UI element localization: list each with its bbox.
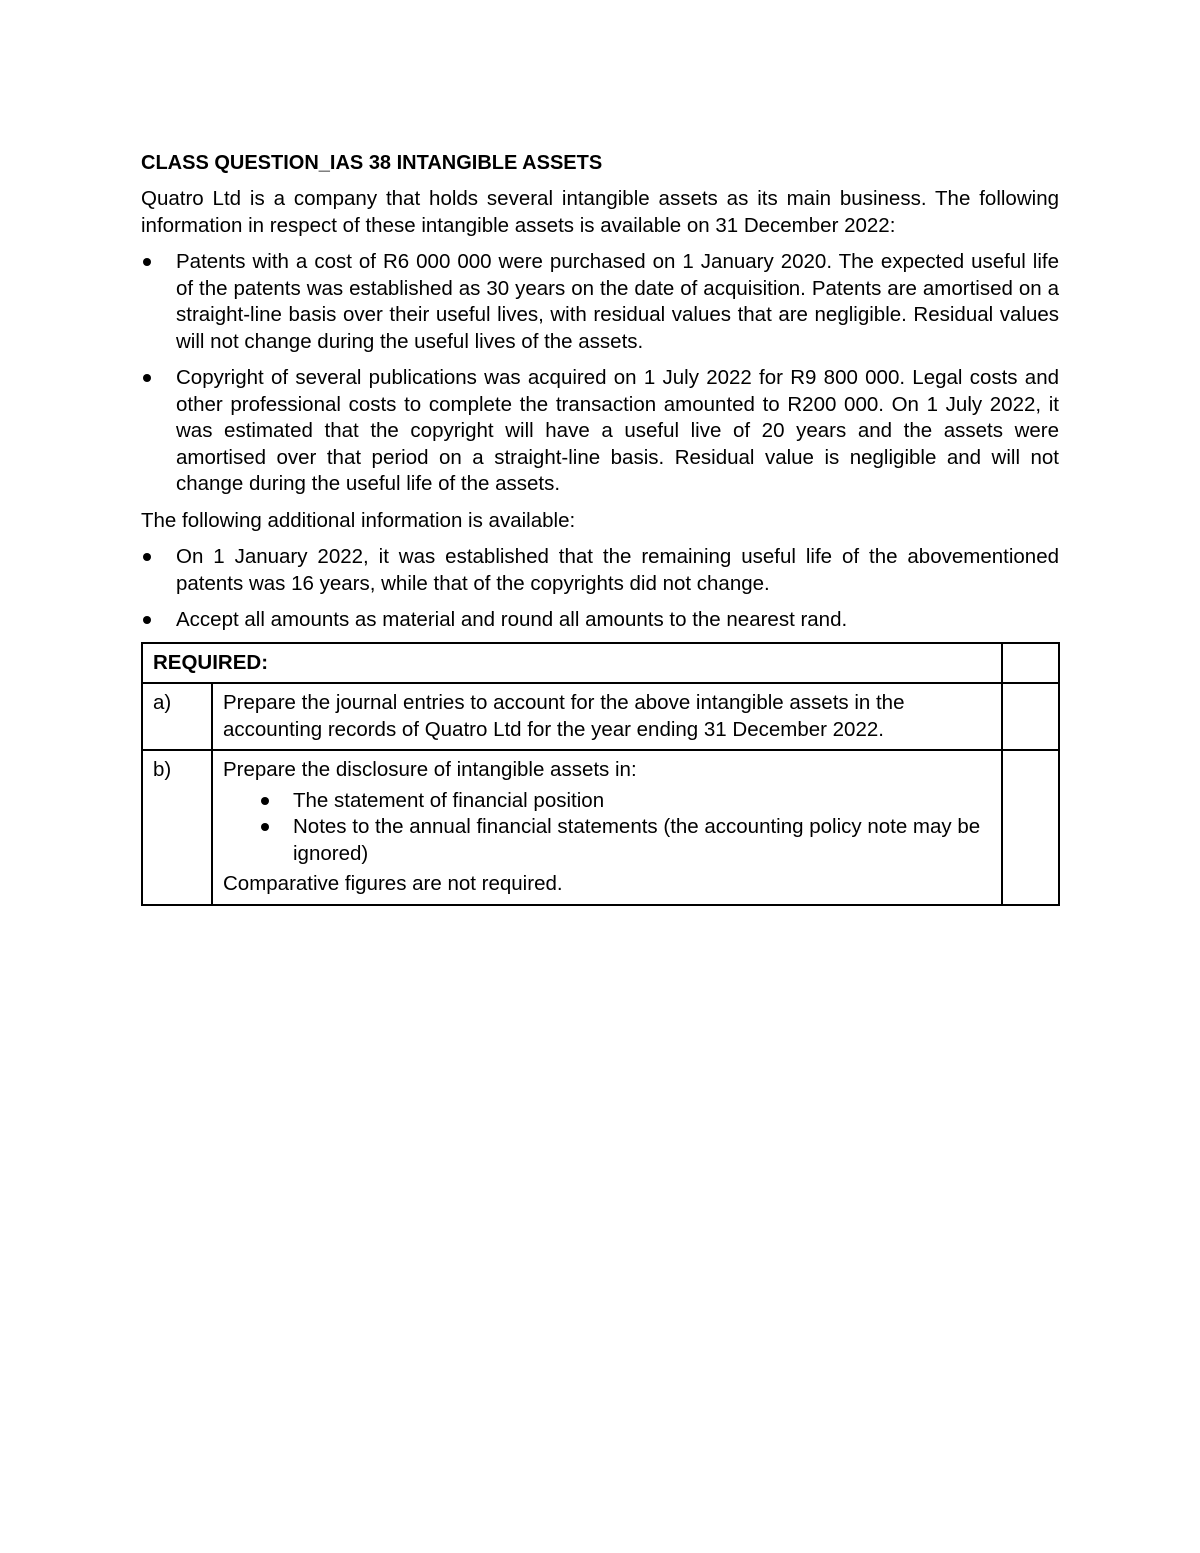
- list-item: [223, 788, 991, 815]
- additional-bullet-list: [141, 544, 1059, 634]
- list-item: [141, 544, 1059, 597]
- table-row: [142, 750, 1059, 905]
- list-item: [141, 249, 1059, 355]
- bullet-icon: [143, 553, 151, 561]
- table-row: [142, 643, 1059, 684]
- page-title: CLASS QUESTION_IAS 38 INTANGIBLE ASSETS: [141, 152, 603, 174]
- list-item-text: Notes to the annual financial statements (the accounting policy note may be ignored): [293, 815, 981, 865]
- required-heading: REQUIRED:: [142, 643, 1002, 684]
- list-item-text: The statement of financial position: [293, 788, 605, 812]
- marks-cell: [1002, 643, 1059, 684]
- main-bullet-list: [141, 249, 1059, 498]
- bullet-icon: [261, 823, 269, 831]
- row-text: Prepare the journal entries to account for the above intangible assets in the accounting records of Quatro Ltd for the year ending 31 December 2022.: [212, 683, 1002, 750]
- bullet-icon: [143, 258, 151, 266]
- list-item-text: Patents with a cost of R6 000 000 were purchased on 1 January 2020. The expected useful life of the patents was established as 30 years on the date of acquisition. Patents are amortised on a straight-line basis over their useful lives, with residual values that are negligible. Residual values will not change during the useful lives of the assets.: [176, 250, 1059, 353]
- bullet-icon: [261, 797, 269, 805]
- bullet-icon: [143, 616, 151, 624]
- row-label: b): [142, 750, 212, 905]
- table-row: [142, 683, 1059, 750]
- marks-cell: [1002, 683, 1059, 750]
- list-item-text: Copyright of several publications was acquired on 1 July 2022 for R9 800 000. Legal costs and other professional costs to complete the transaction amounted to R200 000. On 1 July 2022, it was estimated that the copyright will have a useful live of 20 years and the assets were amortised over that period on a straight-line basis. Residual value is negligible and will not change during the useful life of the assets.: [176, 366, 1059, 495]
- required-table: [141, 642, 1060, 906]
- bullet-icon: [143, 374, 151, 382]
- list-item: [141, 365, 1059, 498]
- additional-info-heading: The following additional information is available:: [141, 508, 576, 532]
- row-label: a): [142, 683, 212, 750]
- marks-cell: [1002, 750, 1059, 905]
- list-item: [141, 607, 1059, 634]
- document-page: [141, 150, 1059, 906]
- list-item-text: On 1 January 2022, it was established that the remaining useful life of the abovementioned patents was 16 years, while that of the copyrights did not change.: [176, 545, 1059, 595]
- intro-paragraph: Quatro Ltd is a company that holds several intangible assets as its main business. The following information in respect of these intangible assets is available on 31 December 2022:: [141, 187, 1059, 237]
- row-text: Prepare the disclosure of intangible assets in:: [223, 758, 637, 781]
- row-footer: Comparative figures are not required.: [223, 872, 563, 895]
- row-content: [212, 750, 1002, 905]
- list-item: [223, 814, 991, 867]
- list-item-text: Accept all amounts as material and round all amounts to the nearest rand.: [176, 608, 848, 631]
- sub-bullet-list: [223, 788, 991, 868]
